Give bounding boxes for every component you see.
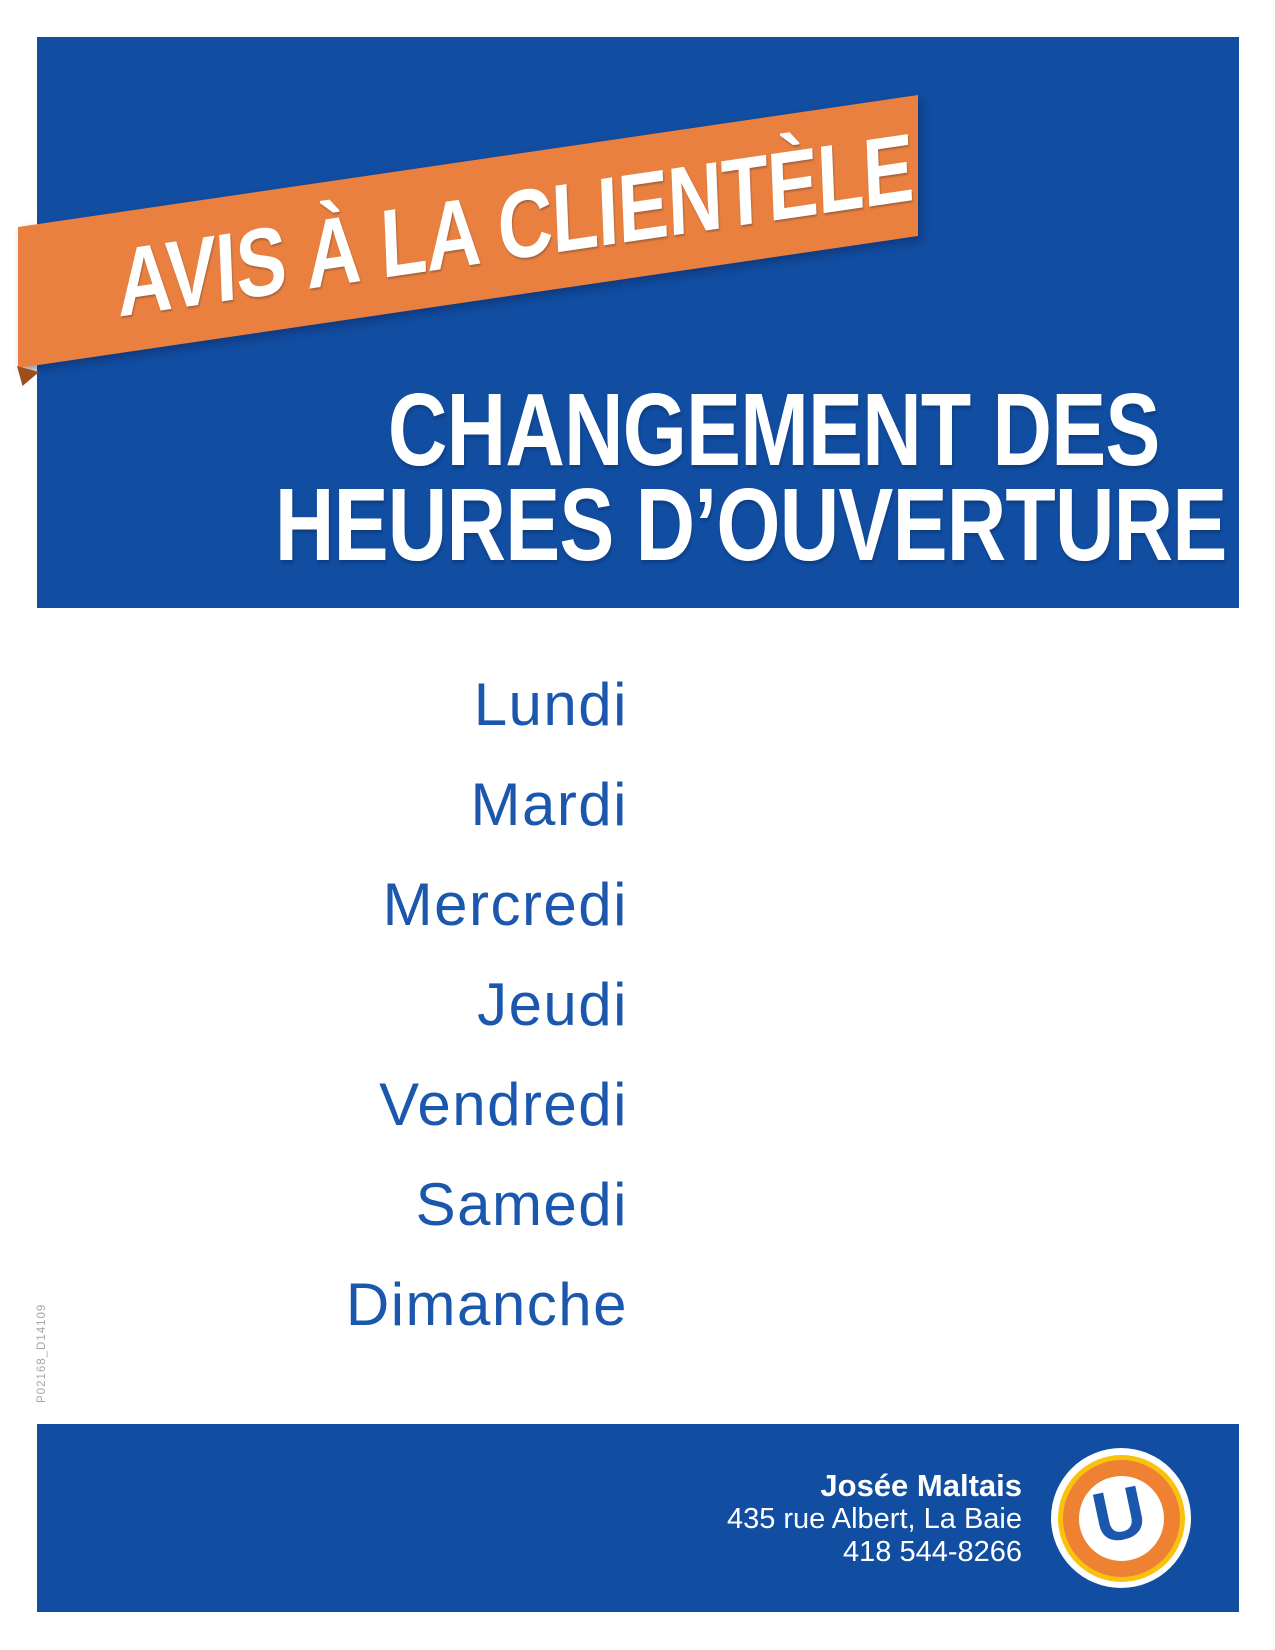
ribbon-label-text: AVIS À LA CLIENTÈLE (115, 113, 915, 338)
contact-address: 435 rue Albert, La Baie (726, 1502, 1022, 1535)
logo-orange-ring (1063, 1460, 1180, 1577)
footer-bar (37, 1424, 1239, 1612)
uniprix-logo-icon (1051, 1448, 1191, 1588)
weekday-list (0, 655, 628, 1355)
weekday-monday: Lundi (473, 671, 628, 738)
weekday-friday: Vendredi (379, 1071, 628, 1138)
logo-u-letter: U (1085, 1470, 1154, 1560)
logo-white-disc (1079, 1470, 1164, 1561)
weekday-wednesday: Mercredi (382, 871, 628, 938)
page-title (37, 372, 1239, 582)
print-code: P02168_D14109 (36, 1303, 48, 1403)
page-title-line-1: CHANGEMENT DES (388, 372, 1160, 487)
contact-phone: 418 544-8266 (843, 1535, 1022, 1568)
contact-name: Josée Maltais (820, 1467, 1022, 1503)
weekday-tuesday: Mardi (470, 771, 628, 838)
logo-yellow-ring (1058, 1455, 1185, 1582)
weekday-thursday: Jeudi (477, 971, 628, 1038)
contact-block (727, 1468, 1022, 1569)
weekday-saturday: Samedi (415, 1171, 628, 1238)
weekday-sunday: Dimanche (345, 1271, 628, 1338)
ribbon-fold (17, 366, 39, 386)
page-title-line-2: HEURES D’OUVERTURE (274, 467, 1227, 582)
